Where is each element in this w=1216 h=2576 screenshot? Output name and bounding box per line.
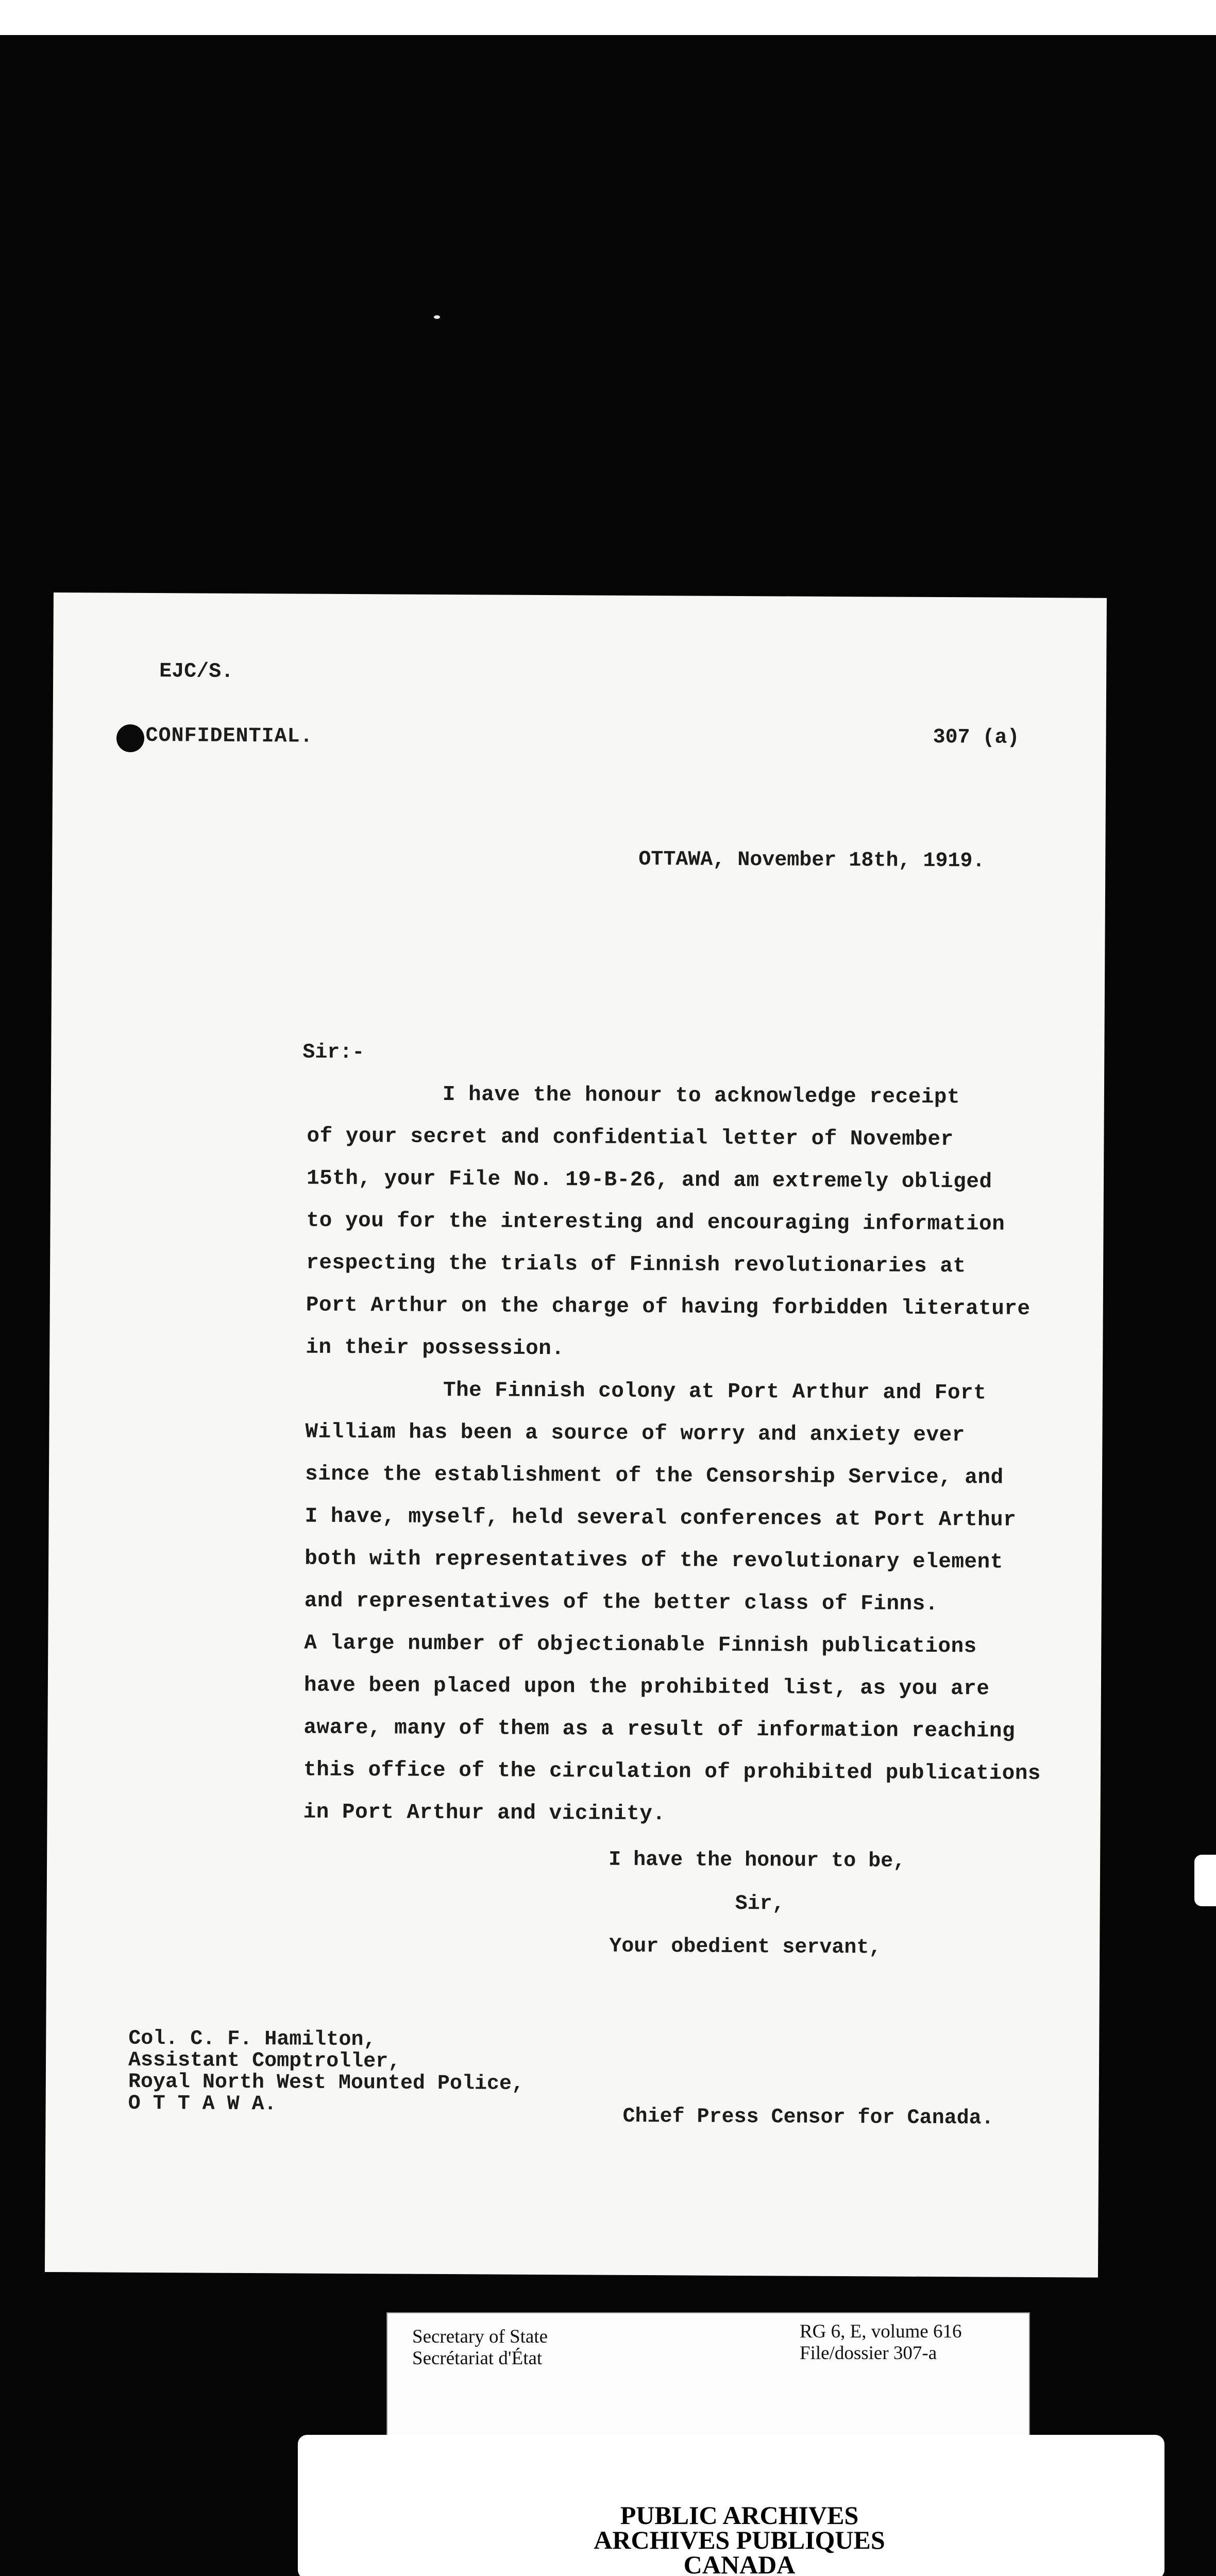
file-reference: File/dossier 307-a [800, 2343, 937, 2364]
body-line: 15th, your File No. 19-B-26, and am extremely obliged [306, 1166, 992, 1194]
recipient-organization: Royal North West Mounted Police, [128, 2070, 525, 2096]
body-line: in Port Arthur and vicinity. [303, 1800, 666, 1826]
reference-initials: EJC/S. [159, 660, 234, 684]
place-and-date: OTTAWA, November 18th, 1919. [638, 848, 985, 873]
body-line: of your secret and confidential letter of November [307, 1124, 954, 1152]
salutation: Sir:- [302, 1041, 365, 1065]
banner-line: CANADA [683, 2550, 796, 2576]
body-line: respecting the trials of Finnish revolutionaries at [306, 1251, 966, 1279]
signature-title: Chief Press Censor for Canada. [622, 2105, 994, 2130]
film-edge-mark [1194, 1855, 1216, 1906]
confidential-heading: CONFIDENTIAL. [145, 724, 313, 749]
body-line: to you for the interesting and encouraging information [306, 1209, 1005, 1236]
body-line: William has been a source of worry and anxiety ever [305, 1420, 965, 1448]
body-line: The Finnish colony at Port Arthur and Fort [443, 1378, 987, 1405]
file-number: 307 (a) [933, 725, 1020, 750]
department-english: Secretary of State [412, 2326, 548, 2347]
film-speck [434, 315, 440, 319]
closing-line: Your obedient servant, [609, 1935, 882, 1960]
archive-banner-text [397, 2503, 1082, 2576]
body-line: since the establishment of the Censorship Service, and [305, 1462, 1004, 1490]
body-line: and representatives of the better class of Finns. [304, 1589, 938, 1617]
department-french: Secrétariat d'État [412, 2348, 543, 2369]
body-line: have been placed upon the prohibited list, as you are [303, 1673, 990, 1701]
closing-line: Sir, [735, 1892, 785, 1916]
banner-line: PUBLIC ARCHIVES [620, 2501, 859, 2530]
recipient-title: Assistant Comptroller, [128, 2048, 401, 2074]
body-line: in their possession. [306, 1335, 565, 1361]
banner-line: ARCHIVES PUBLIQUES [594, 2526, 885, 2554]
punch-hole-mark [116, 724, 144, 752]
recipient-city: O T T A W A. [128, 2092, 277, 2116]
body-line: A large number of objectionable Finnish publications [304, 1631, 977, 1659]
body-line: I have the honour to acknowledge receipt [442, 1082, 960, 1110]
recipient-name: Col. C. F. Hamilton, [128, 2027, 376, 2052]
body-line: Port Arthur on the charge of having forbidden literature [306, 1293, 1031, 1321]
closing-line: I have the honour to be, [609, 1848, 906, 1873]
record-group-reference: RG 6, E, volume 616 [800, 2321, 962, 2342]
body-line: this office of the circulation of prohibited publications [303, 1758, 1041, 1786]
letter-page [45, 592, 1107, 2278]
body-line: aware, many of them as a result of information reaching [303, 1716, 1016, 1743]
body-line: both with representatives of the revolutionary element [305, 1547, 1003, 1574]
body-line: I have, myself, held several conferences at Port Arthur [305, 1504, 1017, 1532]
